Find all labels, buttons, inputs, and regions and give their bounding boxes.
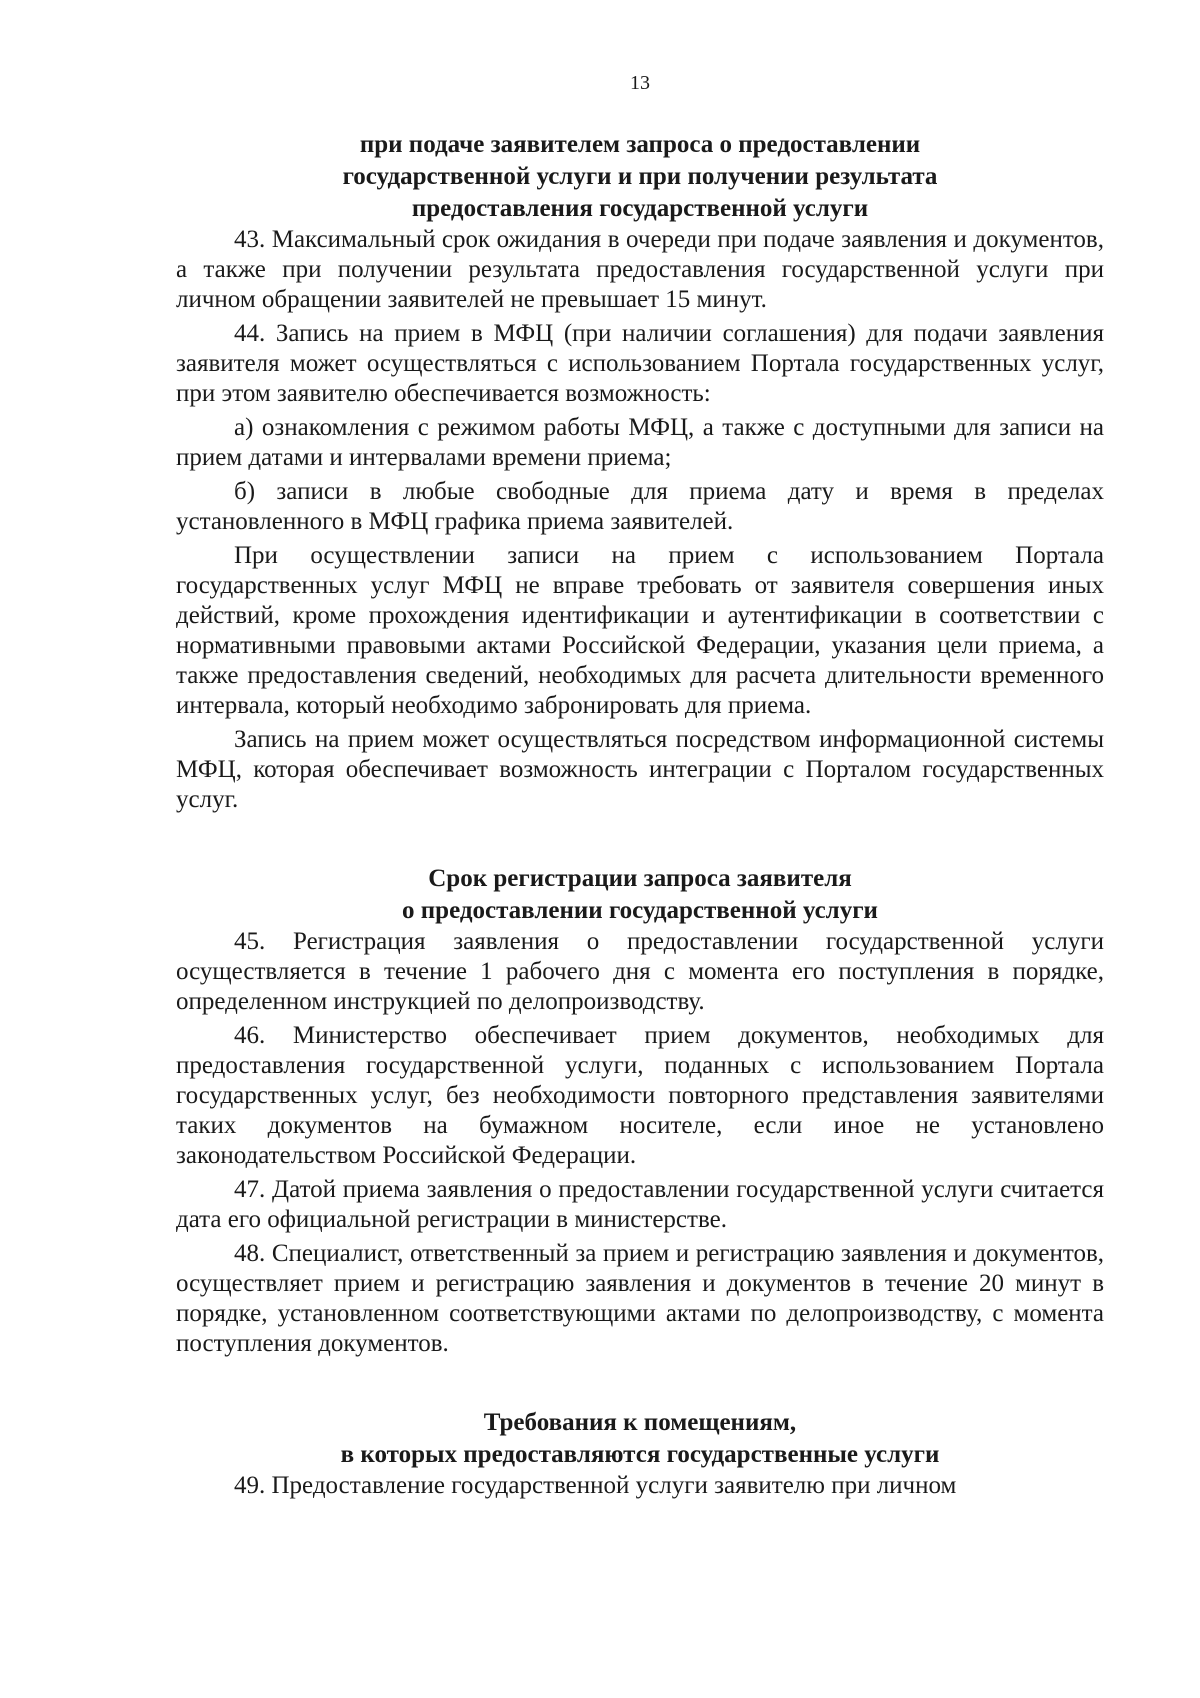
- paragraph-49: 49. Предоставление государственной услуги заявителю при личном: [234, 1472, 957, 1499]
- paragraph-48: 48. Специалист, ответственный за прием и регистрацию заявления и документов, осуществляет прием и регистрацию заявления и документов в течение 20 минут в порядке, установленном соответствующими актами по делопроизводству, с момента поступления документов.: [176, 1240, 1104, 1357]
- paragraph-45: 45. Регистрация заявления о предоставлении государственной услуги осуществляется в течение 1 рабочего дня с момента его поступления в порядке, определенном инструкцией по делопроизводству.: [176, 928, 1104, 1015]
- heading-premises-requirements: [176, 1407, 1104, 1471]
- paragraph-47: 47. Датой приема заявления о предоставлении государственной услуги считается дата его официальной регистрации в министерстве.: [176, 1176, 1104, 1233]
- heading-registration-term: [176, 863, 1104, 927]
- heading-line: государственной услуги и при получении результата: [342, 163, 938, 190]
- heading-line: Срок регистрации запроса заявителя: [428, 865, 852, 892]
- heading-queue-waiting: [176, 129, 1104, 225]
- paragraph-46: 46. Министерство обеспечивает прием документов, необходимых для предоставления государственной услуги, поданных с использованием Портала государственных услуг, без необходимости повторного представления заявителями таких документов на бумажном носителе, если иное не установлено законодательством Российской Федерации.: [176, 1022, 1104, 1169]
- paragraph-43: 43. Максимальный срок ожидания в очереди при подаче заявления и документов, а также при получении результата предоставления государственной услуги при личном обращении заявителей не превышает 15 минут.: [176, 226, 1104, 313]
- paragraph-44: 44. Запись на прием в МФЦ (при наличии соглашения) для подачи заявления заявителя может осуществляться с использованием Портала государственных услуг, при этом заявителю обеспечивается возможность:: [176, 320, 1104, 407]
- paragraph-44-b: б) записи в любые свободные для приема дату и время в пределах установленного в МФЦ графика приема заявителей.: [176, 478, 1104, 535]
- page-number: 13: [630, 72, 650, 94]
- heading-line: в которых предоставляются государственные услуги: [340, 1441, 940, 1468]
- paragraph-44-a: а) ознакомления с режимом работы МФЦ, а также с доступными для записи на прием датами и интервалами времени приема;: [176, 414, 1104, 471]
- paragraph-portal-booking: При осуществлении записи на прием с использованием Портала государственных услуг МФЦ не вправе требовать от заявителя совершения иных действий, кроме прохождения идентификации и аутентификации в соответствии с нормативными правовыми актами Российской Федерации, указания цели приема, а также предоставления сведений, необходимых для расчета длительности временного интервала, который необходимо забронировать для приема.: [176, 542, 1104, 719]
- heading-line: о предоставлении государственной услуги: [402, 897, 878, 924]
- heading-line: Требования к помещениям,: [483, 1409, 797, 1436]
- heading-line: при подаче заявителем запроса о предоставлении: [359, 131, 921, 158]
- heading-line: предоставления государственной услуги: [411, 195, 869, 222]
- paragraph-mfc-system: Запись на прием может осуществляться посредством информационной системы МФЦ, которая обеспечивает возможность интеграции с Порталом государственных услуг.: [176, 726, 1104, 813]
